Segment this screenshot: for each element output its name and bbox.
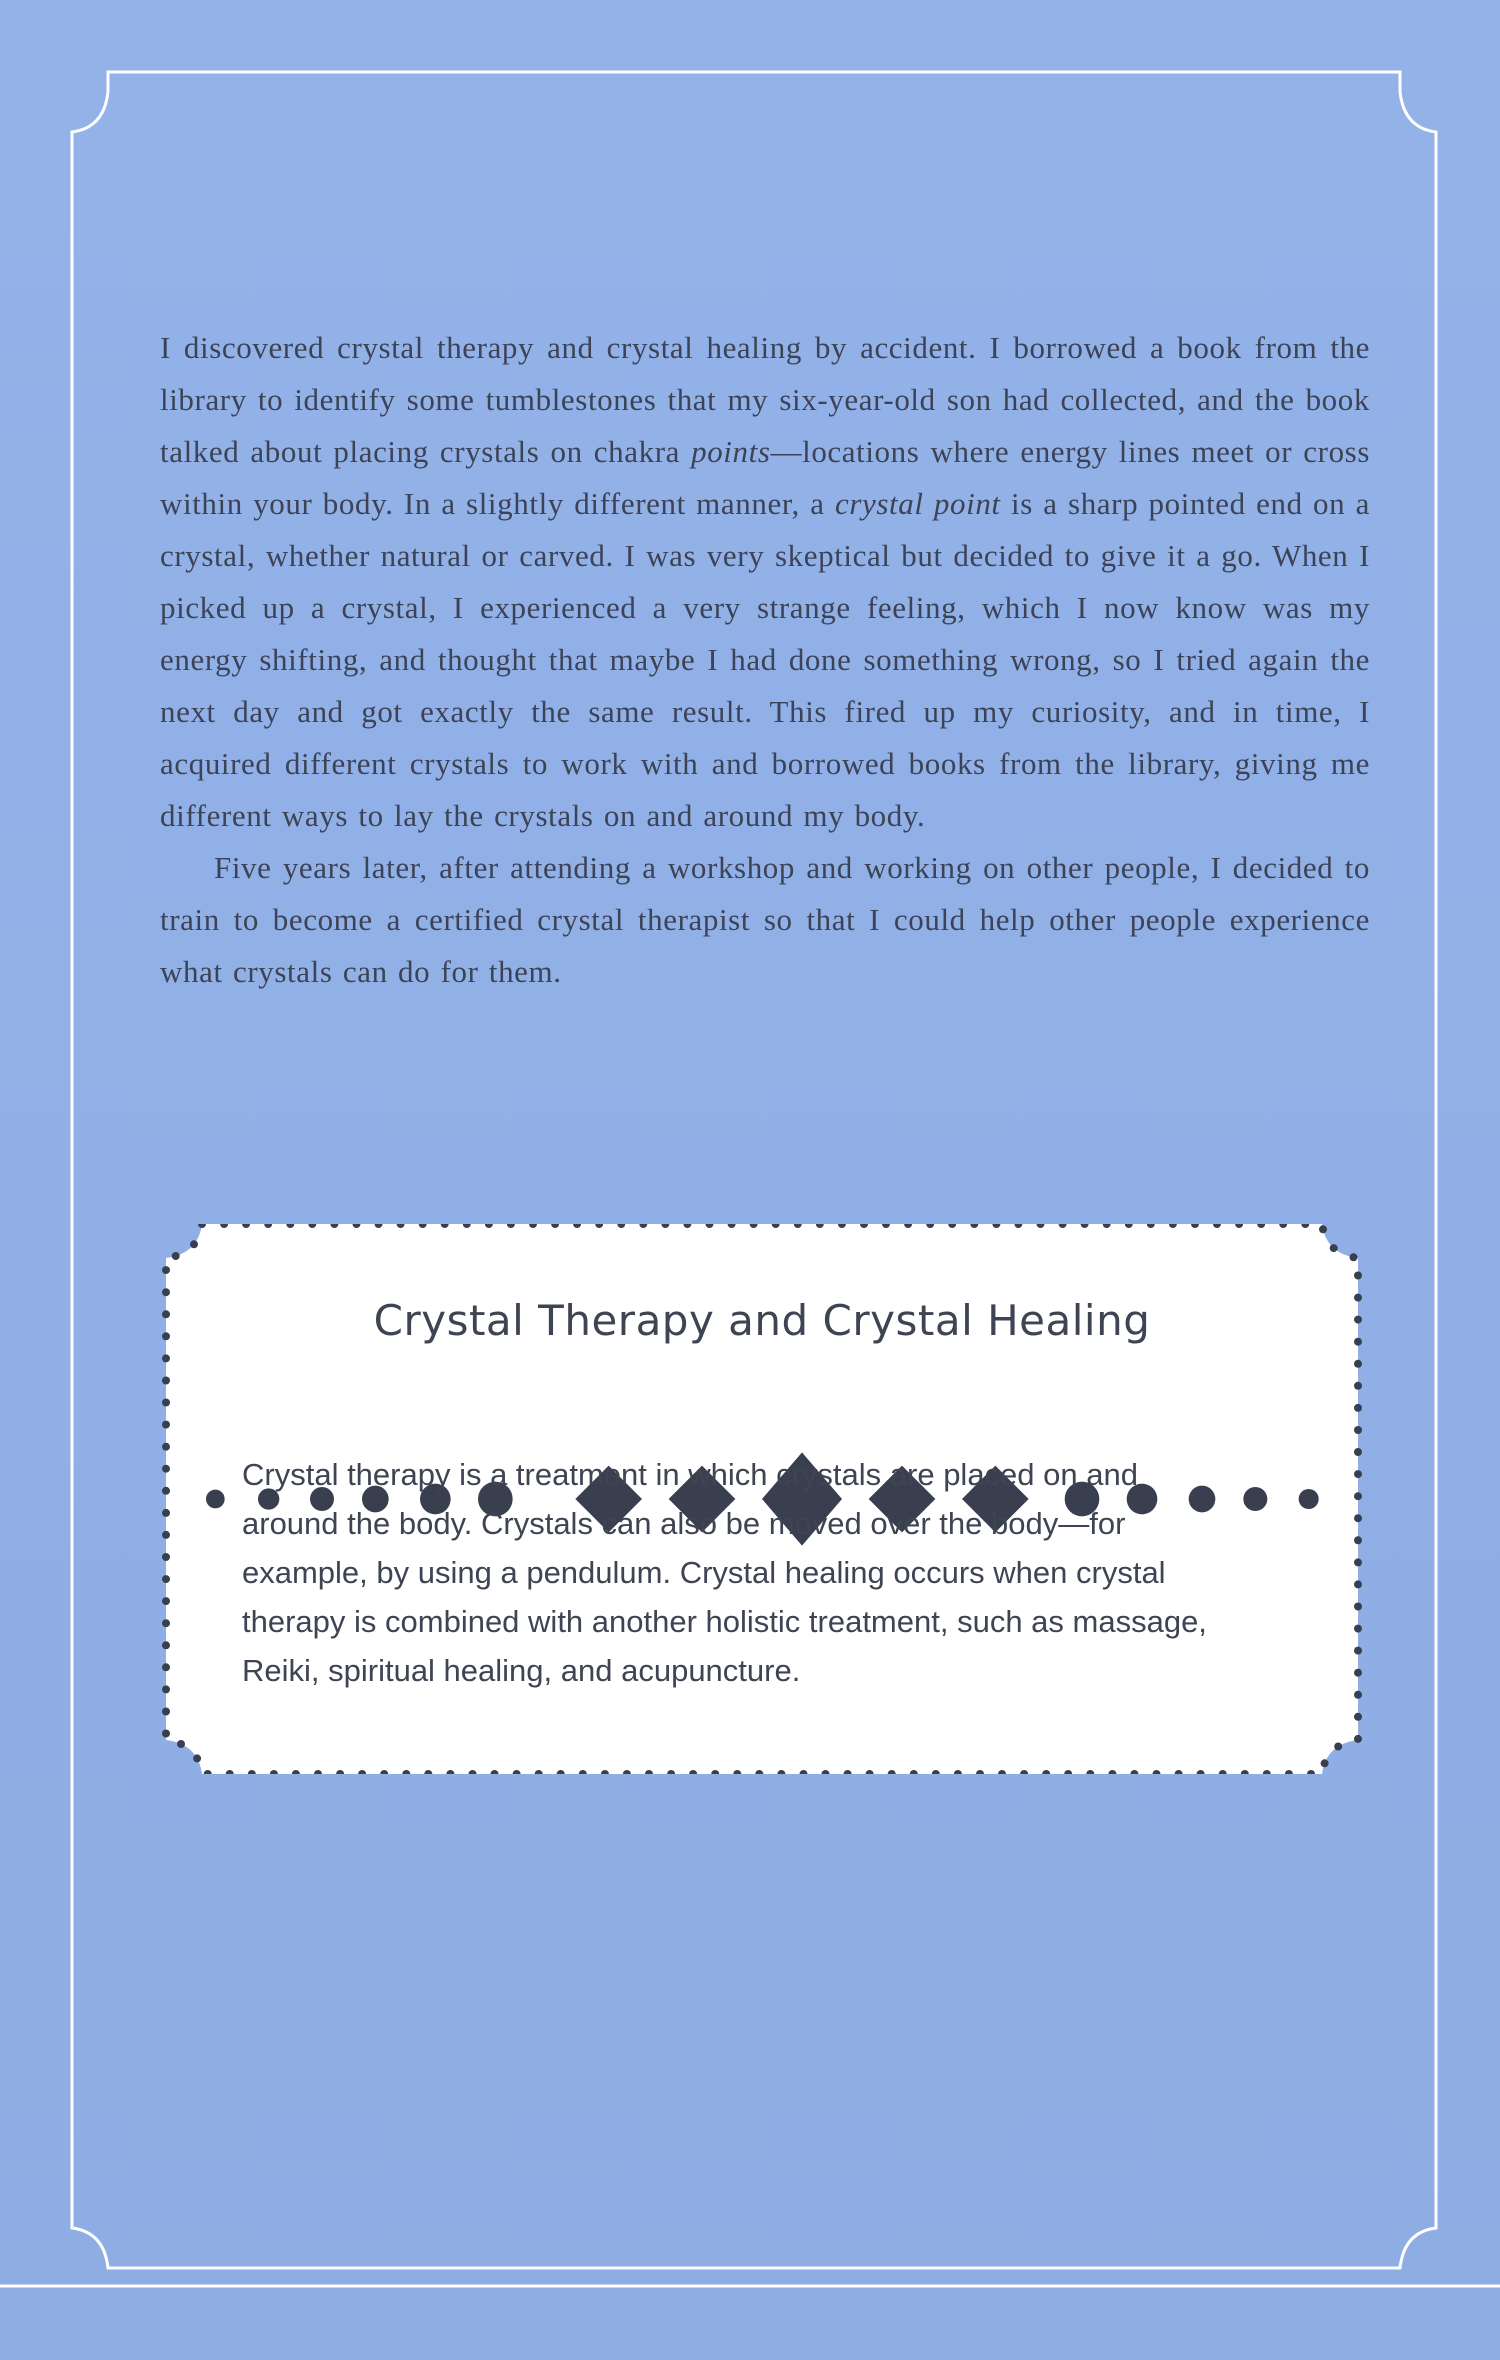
- body-paragraph-2: Five years later, after attending a workshop and working on other people, I decided to train to become a certified crystal therapist so that I could help other people experience what crystals can do for them.: [160, 850, 1370, 989]
- body-text-segment: is a sharp pointed end on a crystal, whether natural or carved. I was very skeptical but decided to give it a go. When I picked up a crystal, I experienced a very strange feeling, which I now know was my energy shifting, and thought that maybe I had done something wrong, so I tried again the next day and got exactly the same result. This fired up my curiosity, and in time, I acquired different crystals to work with and borrowed books from the library, giving me different ways to lay the crystals on and around my body.: [160, 486, 1370, 833]
- italic-term-points: points: [691, 434, 771, 469]
- body-text-segment: I discovered crystal therapy and crystal healing by accident. I borrowed a book from the library to identify some tumblestones that my six-year-old son had collected, and the book talked about placing crystals on chakra: [160, 330, 1370, 469]
- main-body-text: [160, 322, 1370, 998]
- italic-term-crystal-point: crystal point: [834, 486, 1001, 521]
- sidebar-body-text: Crystal therapy is a treatment in which crystals are placed on and around the body. Crystals can also be moved over the body—for example, by using a pendulum. Crystal healing occurs when crystal therapy is combined with another holistic treatment, such as massage, Reiki, spiritual healing, and acupuncture.: [242, 1457, 1207, 1688]
- body-paragraph-1: [160, 322, 1370, 842]
- body-text-segment: —locations where energy lines meet or cross within your body. In a slightly different manner, a: [160, 434, 1370, 521]
- sidebar-title: Crystal Therapy and Crystal Healing: [373, 1296, 1151, 1345]
- sidebar-box: [162, 1224, 1362, 1774]
